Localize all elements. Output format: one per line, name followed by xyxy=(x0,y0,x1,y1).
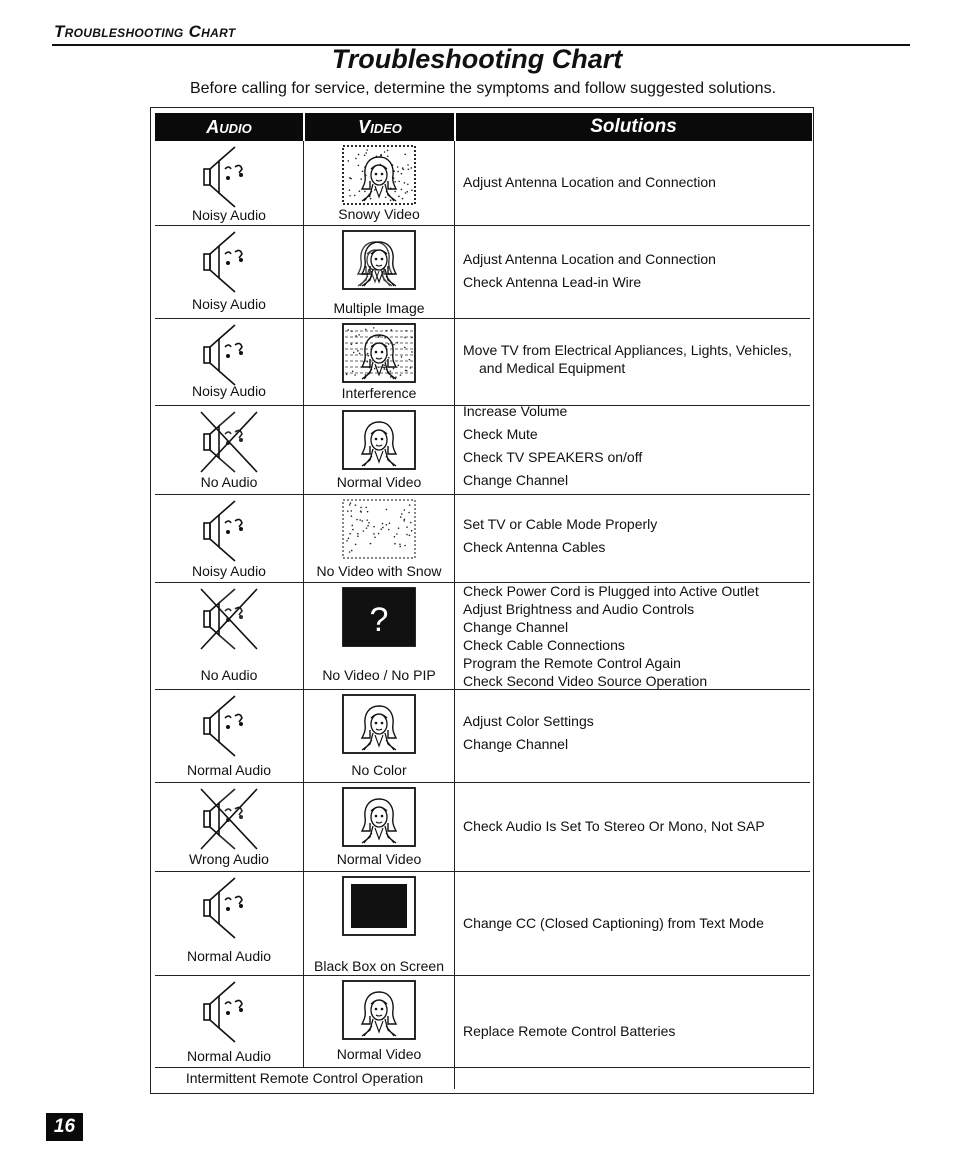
solution-item: Increase Volume xyxy=(463,403,568,419)
page-subtitle: Before calling for service, determine the symptoms and follow suggested solutions. xyxy=(189,80,777,97)
solutions-list xyxy=(463,912,806,935)
speaker-sound-icon xyxy=(195,692,263,760)
video-symptom-label: Normal Video xyxy=(336,851,422,867)
table-row xyxy=(155,690,810,783)
video-cell xyxy=(304,495,455,582)
tv-snowy-icon xyxy=(342,145,416,205)
solution-item: Adjust Antenna Location and Connection xyxy=(463,251,716,267)
solutions-cell xyxy=(455,783,810,871)
tv-interference-icon xyxy=(342,323,416,383)
audio-cell xyxy=(155,583,304,689)
tv-snow-only-icon xyxy=(342,499,416,559)
video-cell xyxy=(304,690,455,782)
speaker-muted-icon xyxy=(195,585,263,653)
solution-item: Check Power Cord is Plugged into Active Outlet xyxy=(463,583,759,599)
solution-item: Check Antenna Lead-in Wire xyxy=(463,274,642,290)
solutions-list xyxy=(463,341,806,377)
solution-item: Check TV SPEAKERS on/off xyxy=(463,449,643,465)
audio-symptom-label: Noisy Audio xyxy=(192,296,266,312)
table-row xyxy=(155,403,810,495)
audio-cell xyxy=(155,319,304,405)
solution-item: Move TV from Electrical Appliances, Lights, Vehicles, and Medical Equipment xyxy=(463,342,792,376)
tv-ghost-icon xyxy=(342,230,416,290)
audio-cell xyxy=(155,141,304,225)
page-number: 16 xyxy=(46,1113,83,1141)
speaker-sound-icon xyxy=(195,978,263,1046)
video-cell xyxy=(304,141,455,225)
table-row xyxy=(155,976,810,1068)
video-cell xyxy=(304,406,455,494)
tv-black-box-icon xyxy=(342,876,416,936)
solution-item: Check Antenna Cables xyxy=(463,539,606,555)
audio-cell xyxy=(155,495,304,582)
solution-item: Check Second Video Source Operation xyxy=(463,673,708,689)
video-symptom-label: Black Box on Screen xyxy=(314,958,444,974)
tv-normal-icon xyxy=(342,410,416,470)
speaker-sound-icon xyxy=(195,143,263,211)
video-cell xyxy=(304,783,455,871)
solutions-list xyxy=(463,710,806,756)
solutions-cell xyxy=(455,583,810,689)
solutions-list xyxy=(463,248,806,294)
solutions-cell xyxy=(455,872,810,975)
video-symptom-label: Multiple Image xyxy=(333,300,425,316)
section-label: Troubleshooting Chart xyxy=(54,22,236,41)
solutions-cell xyxy=(455,495,810,582)
solution-item: Replace Remote Control Batteries xyxy=(463,1023,676,1039)
table-row xyxy=(155,872,810,976)
solutions-list xyxy=(463,400,806,492)
solutions-cell xyxy=(455,141,810,225)
solutions-cell xyxy=(455,690,810,782)
speaker-muted-icon xyxy=(195,408,263,476)
tv-question-icon xyxy=(342,587,416,647)
audio-symptom-label: Normal Audio xyxy=(186,948,272,964)
solution-item: Change Channel xyxy=(463,619,569,635)
video-symptom-label: Interference xyxy=(341,385,417,401)
column-header-solutions: Solutions xyxy=(590,116,677,137)
table-row xyxy=(155,583,810,690)
table-row xyxy=(155,319,810,406)
audio-cell xyxy=(155,872,304,975)
header-divider xyxy=(454,113,456,141)
solutions-cell xyxy=(455,403,810,494)
audio-symptom-label: Noisy Audio xyxy=(192,563,266,579)
column-header-video: Video xyxy=(358,117,402,137)
solutions-list xyxy=(463,171,806,194)
solution-item: Adjust Antenna Location and Connection xyxy=(463,174,716,190)
table-row xyxy=(155,495,810,583)
header-divider xyxy=(303,113,305,141)
solution-item: Check Cable Connections xyxy=(463,637,625,653)
speaker-sound-icon xyxy=(195,321,263,389)
video-symptom-label: Normal Video xyxy=(336,1046,422,1062)
footnote: Intermittent Remote Control Operation xyxy=(155,1067,455,1089)
solution-item: Adjust Color Settings xyxy=(463,713,594,729)
video-cell xyxy=(304,872,455,975)
solutions-cell xyxy=(455,319,810,405)
speaker-sound-icon xyxy=(195,497,263,565)
solutions-list xyxy=(463,513,806,559)
video-cell xyxy=(304,226,455,318)
table-row xyxy=(155,141,810,226)
solution-item: Check Audio Is Set To Stereo Or Mono, Not SAP xyxy=(463,818,765,834)
video-symptom-label: Normal Video xyxy=(336,474,422,490)
speaker-sound-icon xyxy=(195,228,263,296)
solutions-list xyxy=(463,815,806,838)
audio-symptom-label: Noisy Audio xyxy=(192,383,266,399)
table-row xyxy=(155,226,810,319)
page-title: Troubleshooting Chart xyxy=(331,44,623,74)
video-symptom-label: Snowy Video xyxy=(338,206,420,222)
audio-symptom-label: Normal Audio xyxy=(186,1048,272,1064)
audio-cell xyxy=(155,226,304,318)
solutions-list xyxy=(463,582,806,690)
audio-symptom-label: Wrong Audio xyxy=(189,851,269,867)
video-cell xyxy=(304,319,455,405)
video-symptom-label: No Video with Snow xyxy=(316,563,442,579)
video-cell xyxy=(304,976,455,1067)
solution-item: Change Channel xyxy=(463,736,569,752)
video-symptom-label: No Color xyxy=(351,762,407,778)
solution-item: Change Channel xyxy=(463,472,569,488)
speaker-sound-icon xyxy=(195,874,263,942)
solutions-list xyxy=(463,1020,806,1043)
solution-item: Program the Remote Control Again xyxy=(463,655,681,671)
audio-symptom-label: No Audio xyxy=(200,474,258,490)
audio-symptom-label: Normal Audio xyxy=(186,762,272,778)
audio-symptom-label: Noisy Audio xyxy=(192,207,266,223)
section-header xyxy=(52,22,910,46)
solution-item: Adjust Brightness and Audio Controls xyxy=(463,601,695,617)
solution-item: Change CC (Closed Captioning) from Text Mode xyxy=(463,915,764,931)
audio-cell xyxy=(155,783,304,871)
column-header-audio: Audio xyxy=(206,117,252,137)
tv-normal-icon xyxy=(342,694,416,754)
solutions-cell xyxy=(455,976,810,1067)
solutions-cell xyxy=(455,226,810,318)
solution-item: Check Mute xyxy=(463,426,538,442)
audio-symptom-label: No Audio xyxy=(200,667,258,683)
tv-normal-icon xyxy=(342,787,416,847)
tv-normal-icon xyxy=(342,980,416,1040)
video-cell xyxy=(304,583,455,689)
table-header xyxy=(155,113,812,141)
audio-cell xyxy=(155,406,304,494)
solution-item: Set TV or Cable Mode Properly xyxy=(463,516,658,532)
video-symptom-label: No Video / No PIP xyxy=(322,667,436,683)
question-mark: ? xyxy=(369,601,389,639)
table-row xyxy=(155,783,810,872)
speaker-muted-icon xyxy=(195,785,263,853)
audio-cell xyxy=(155,690,304,782)
audio-cell xyxy=(155,976,304,1067)
